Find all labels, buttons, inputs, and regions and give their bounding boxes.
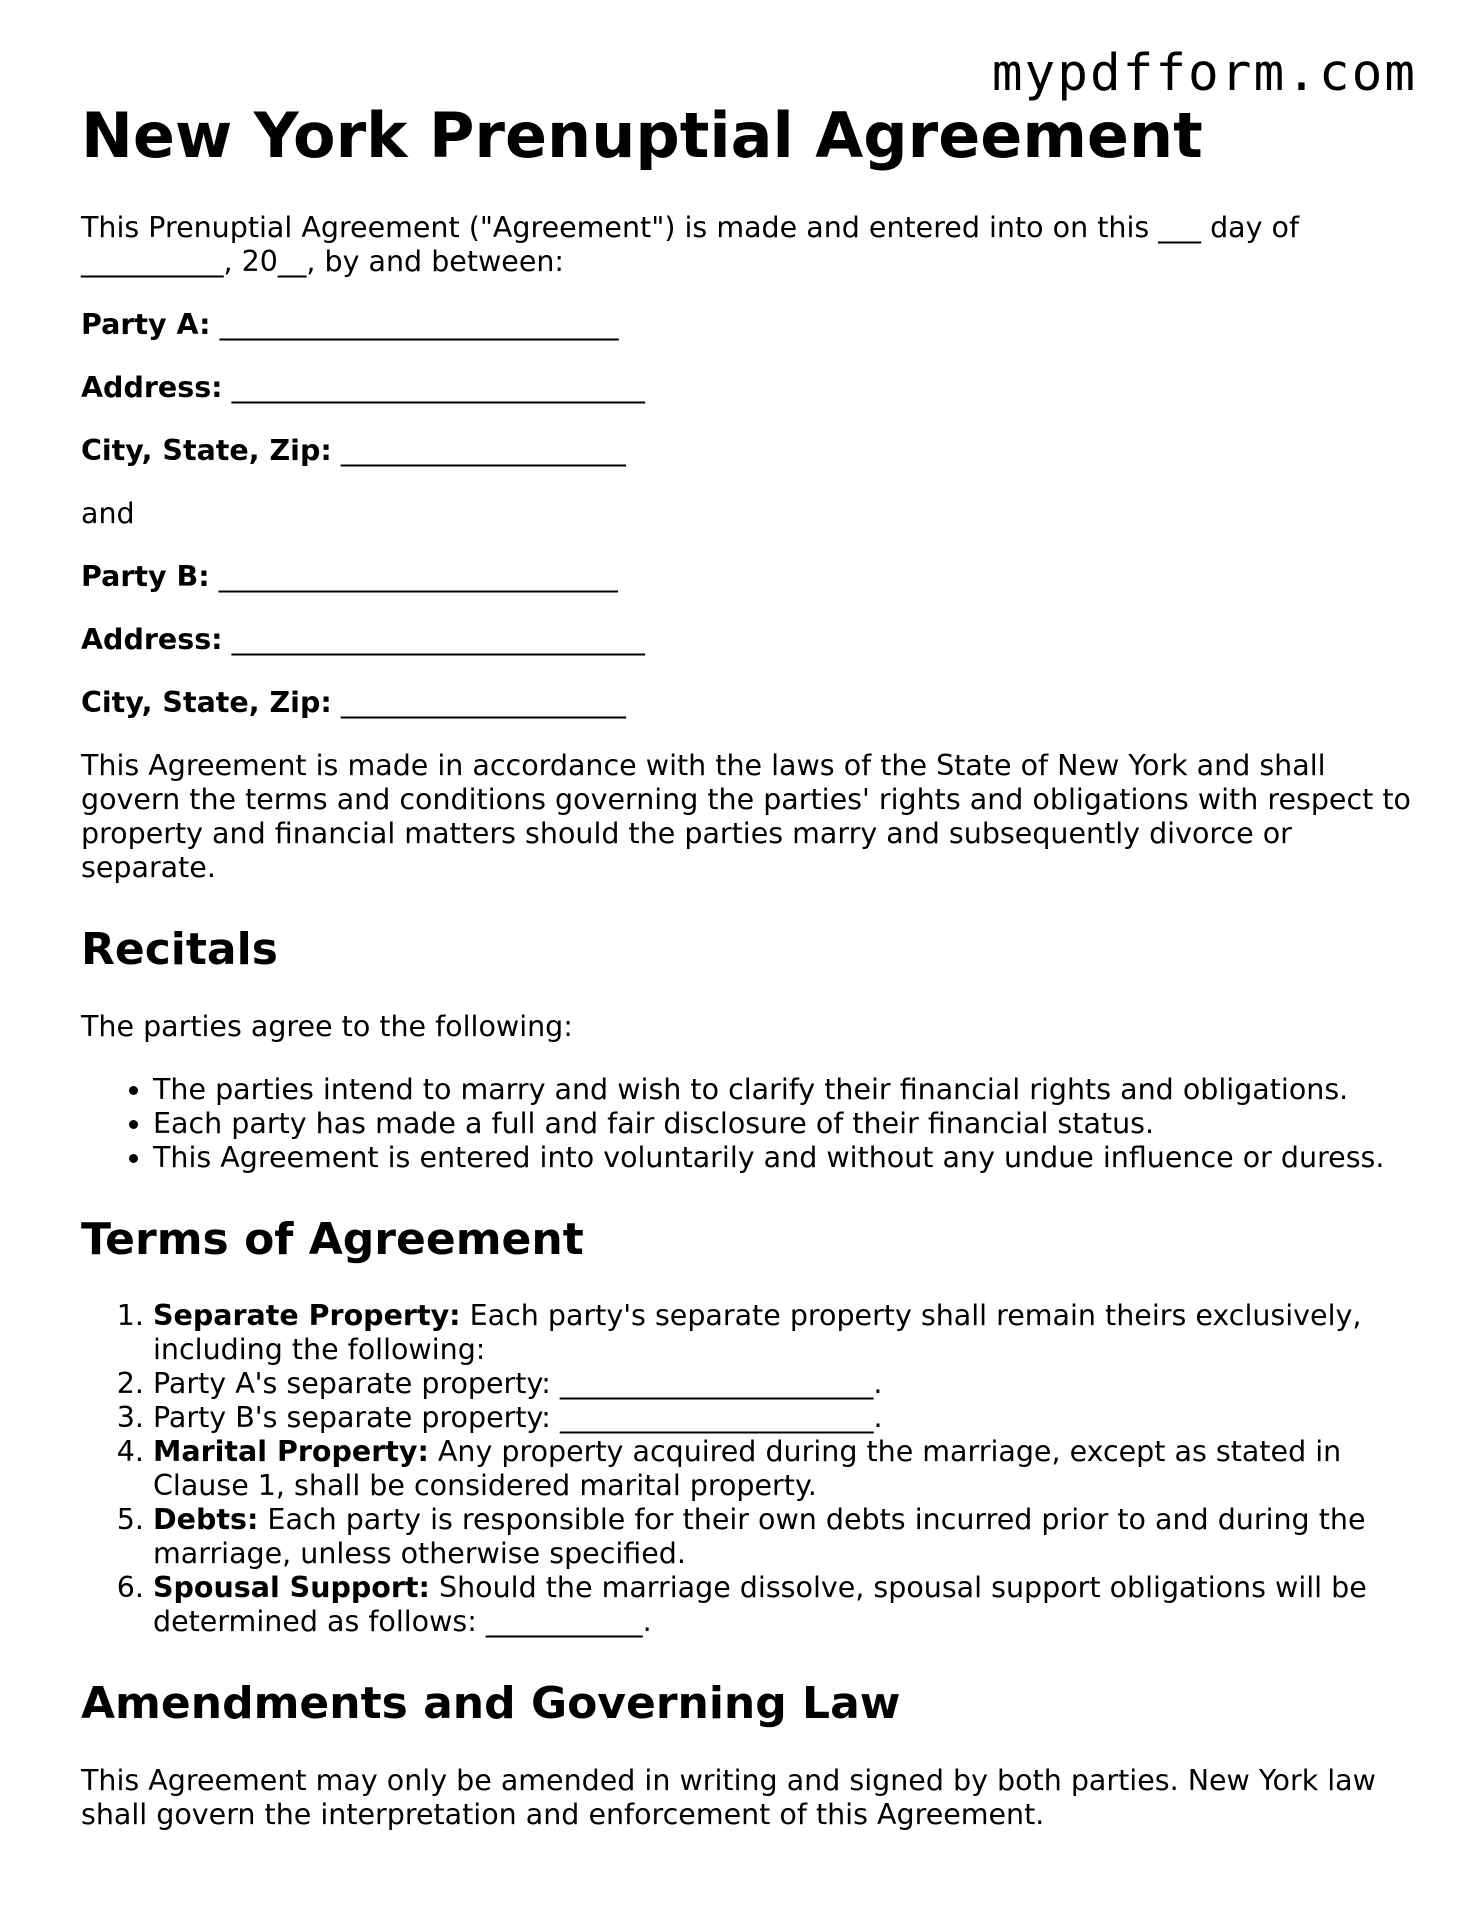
- list-item: [153, 1367, 1411, 1401]
- governing-paragraph: This Agreement is made in accordance with the laws of the State of New York and shall govern the terms and conditions governing the parties' rights and obligations with respect to property and financial matters should the parties marry and subsequently divorce or separate.: [81, 749, 1411, 885]
- term-bold-label: Debts:: [153, 1503, 259, 1537]
- party-a-address-label: Address:: [81, 371, 223, 405]
- list-item: • Each party has made a full and fair disclosure of their financial status.: [153, 1107, 1411, 1141]
- party-b-name-field: [81, 560, 1411, 594]
- intro-paragraph: This Prenuptial Agreement ("Agreement") is made and entered into on this ___ day of __________, 20__, by and between:: [81, 211, 1300, 279]
- party-a-city-blank: ____________________: [340, 434, 626, 468]
- party-a-name-label: Party A:: [81, 308, 211, 342]
- document-page: [81, 100, 1411, 1861]
- party-a-city-field: [81, 434, 1411, 468]
- list-item: [153, 1503, 1411, 1571]
- term-bold-label: Marital Property:: [153, 1435, 429, 1469]
- term-text: Party B's separate property: ______________________.: [153, 1401, 883, 1435]
- and-text: and: [81, 497, 135, 531]
- term-text: Each party's separate property shall remain theirs exclusively, including the following:: [153, 1299, 1362, 1367]
- list-item: • This Agreement is entered into voluntarily and without any undue influence or duress.: [153, 1141, 1411, 1175]
- party-a-name-field: [81, 308, 1411, 342]
- party-b-name-blank: ____________________________: [218, 560, 618, 594]
- list-item: • The parties intend to marry and wish to clarify their financial rights and obligations.: [153, 1073, 1411, 1107]
- term-bold-label: Separate Property:: [153, 1299, 461, 1333]
- term-text: Each party is responsible for their own debts incurred prior to and during the marriage, unless otherwise specified.: [153, 1503, 1366, 1571]
- party-b-address-field: [81, 623, 1411, 657]
- list-item: [153, 1401, 1411, 1435]
- recitals-list: [81, 1073, 1411, 1175]
- term-text: Should the marriage dissolve, spousal support obligations will be determined as follows: ___________.: [153, 1571, 1367, 1639]
- party-a-address-field: [81, 371, 1411, 405]
- recitals-heading: Recitals: [81, 924, 278, 976]
- terms-list: [81, 1299, 1411, 1639]
- amendments-paragraph: This Agreement may only be amended in writing and signed by both parties. New York law shall govern the interpretation and enforcement of this Agreement.: [81, 1764, 1376, 1832]
- party-b-name-label: Party B:: [81, 560, 210, 594]
- terms-heading: Terms of Agreement: [81, 1213, 584, 1265]
- party-b-city-field: [81, 686, 1411, 720]
- watermark: mypdfform.com: [991, 44, 1417, 103]
- list-item: [153, 1435, 1411, 1503]
- party-b-city-blank: ____________________: [340, 686, 626, 720]
- term-bold-label: Spousal Support:: [153, 1571, 430, 1605]
- term-text: Any property acquired during the marriage, except as stated in Clause 1, shall be considered marital property.: [153, 1435, 1342, 1503]
- recitals-intro: The parties agree to the following:: [81, 1009, 573, 1043]
- party-a-city-label: City, State, Zip:: [81, 434, 332, 468]
- party-b-address-label: Address:: [81, 623, 223, 657]
- party-a-name-blank: ____________________________: [219, 308, 619, 342]
- term-text: Party A's separate property: ______________________.: [153, 1367, 883, 1401]
- party-b-city-label: City, State, Zip:: [81, 686, 332, 720]
- party-a-address-blank: _____________________________: [231, 371, 645, 405]
- document-title: New York Prenuptial Agreement: [81, 99, 1203, 172]
- list-item: [153, 1571, 1411, 1639]
- party-b-address-blank: _____________________________: [231, 623, 645, 657]
- amendments-heading: Amendments and Governing Law: [81, 1678, 901, 1730]
- list-item: [153, 1299, 1411, 1367]
